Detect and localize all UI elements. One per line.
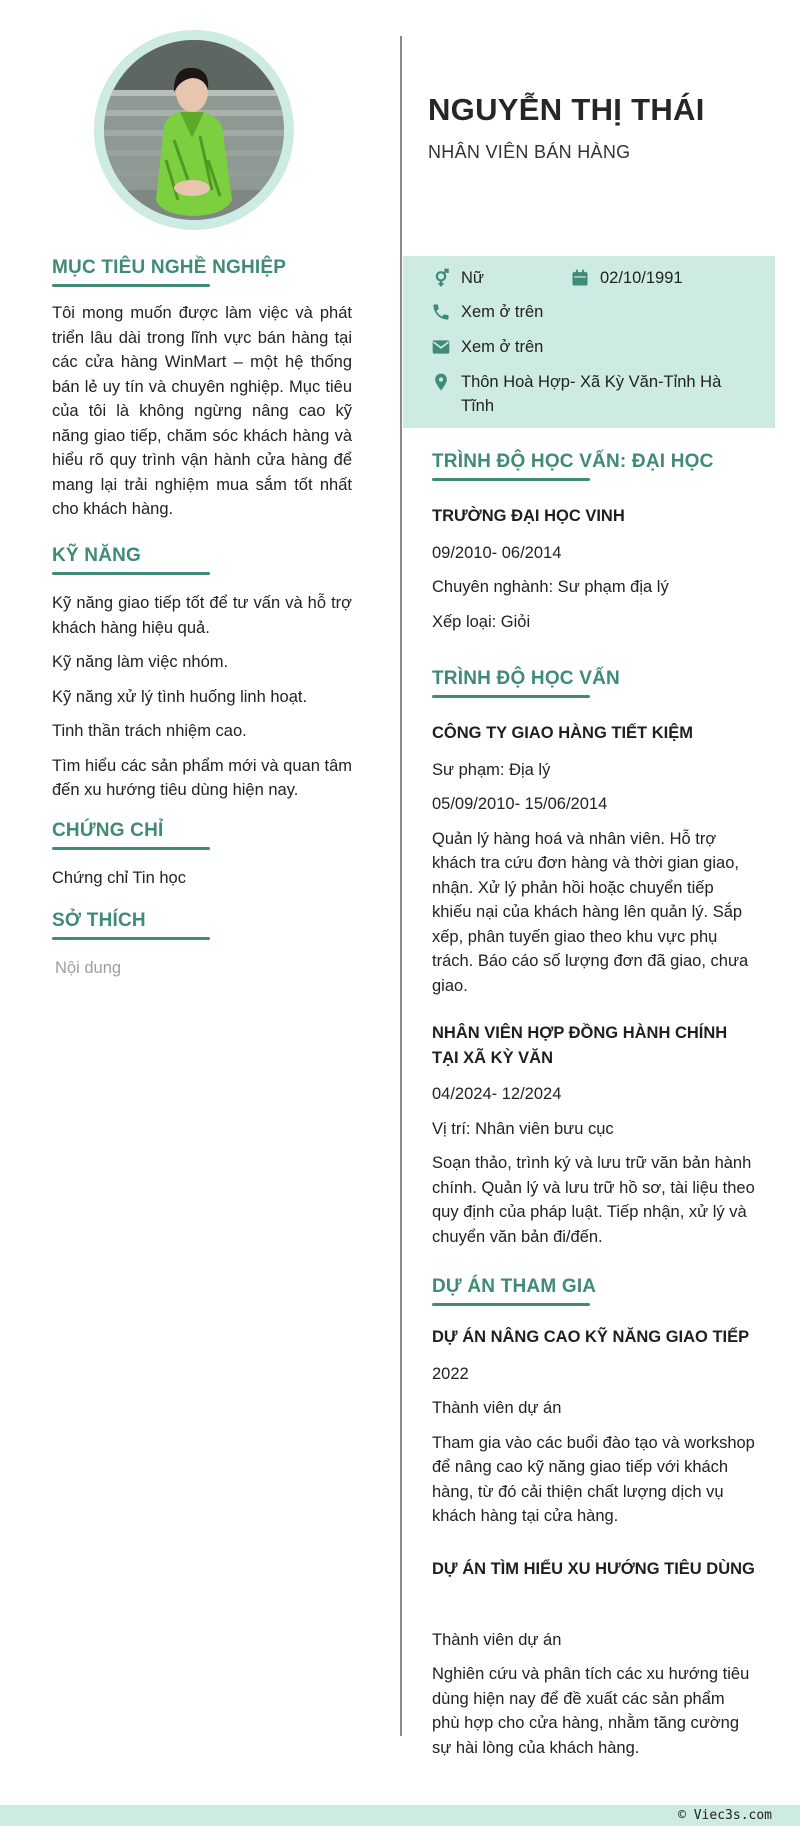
hobbies-section	[52, 910, 352, 981]
candidate-name: NGUYỄN THỊ THÁI	[428, 92, 705, 127]
hobbies-underline	[52, 937, 210, 940]
projects-section	[432, 1276, 756, 1760]
certificates-title: CHỨNG CHỈ	[52, 820, 164, 841]
phone-icon	[431, 302, 451, 322]
project-name: DỰ ÁN NÂNG CAO KỸ NĂNG GIAO TIẾP	[432, 1328, 750, 1346]
job-period: 04/2024- 12/2024	[432, 1085, 562, 1103]
job-period: 05/09/2010- 15/06/2014	[432, 795, 608, 813]
certificates-section	[52, 820, 352, 891]
job-position: Vị trí: Nhân viên bưu cục	[432, 1119, 614, 1138]
education-period: 09/2010- 06/2014	[432, 543, 562, 562]
contact-panel	[403, 256, 775, 428]
profile-photo	[104, 40, 284, 220]
experience-section	[432, 668, 756, 1249]
skills-underline	[52, 572, 210, 575]
education-title: TRÌNH ĐỘ HỌC VẤN: ĐẠI HỌC	[432, 451, 714, 472]
education-major: Chuyên nghành: Sư phạm địa lý	[432, 578, 669, 596]
objective-section	[52, 257, 352, 522]
skill-item: Tìm hiểu các sản phẩm mới và quan tâm đến xu hướng tiêu dùng hiện nay.	[52, 756, 352, 799]
education-section	[432, 451, 762, 634]
job-description: Quản lý hàng hoá và nhân viên. Hỗ trợ khách tra cứu đơn hàng và thời gian giao, nhận. Xử lý phản hồi hoặc chuyển tiếp khiếu nại của khách hàng lên quản lý. Sắp xếp, phân tuyến giao theo khu vực phụ trách. Báo cáo số lượng đơn đã giao, chưa giao.	[432, 829, 749, 995]
project-year: 2022	[432, 1364, 469, 1383]
hobbies-placeholder: Nội dung	[55, 959, 122, 977]
objective-text: Tôi mong muốn được làm việc và phát triển lâu dài trong lĩnh vực bán hàng tại các cửa hàng WinMart – một hệ thống bán lẻ uy tín và chuyên nghiệp. Mục tiêu của tôi là không ngừng nâng cao kỹ năng giao tiếp, chăm sóc khách hàng và hiểu rõ quy trình vận hành cửa hàng để mang lại trải nghiệm mua sắm tốt nhất cho khách hàng.	[52, 304, 352, 518]
contact-email: Xem ở trên	[431, 335, 543, 359]
skills-section	[52, 545, 352, 803]
education-underline	[432, 478, 590, 481]
gender-icon	[431, 268, 451, 288]
job-line: Sư phạm: Địa lý	[432, 760, 551, 779]
column-divider	[400, 36, 402, 1736]
project-name: DỰ ÁN TÌM HIỂU XU HƯỚNG TIÊU DÙNG	[432, 1559, 755, 1578]
job-description: Soạn thảo, trình ký và lưu trữ văn bản hành chính. Quản lý và lưu trữ hồ sơ, tài liệu theo quy định của pháp luật. Tiếp nhận, xử lý và chuyển văn bản đi/đến.	[432, 1154, 755, 1246]
objective-title: MỤC TIÊU NGHỀ NGHIỆP	[52, 257, 287, 278]
project-role: Thành viên dự án	[432, 1630, 562, 1649]
calendar-icon	[570, 268, 590, 288]
skill-item: Kỹ năng làm việc nhóm.	[52, 653, 229, 671]
avatar-frame	[94, 30, 294, 230]
project-description: Nghiên cứu và phân tích các xu hướng tiêu dùng hiện nay để đề xuất các sản phẩm phù hợp cho cửa hàng, nhằm tăng cường sự hài lòng của khách hàng.	[432, 1665, 750, 1757]
contact-birthdate: 02/10/1991	[570, 266, 683, 290]
skills-title: KỸ NĂNG	[52, 545, 142, 566]
school-name: TRƯỜNG ĐẠI HỌC VINH	[432, 507, 625, 525]
location-pin-icon	[431, 372, 451, 392]
experience-title: TRÌNH ĐỘ HỌC VẤN	[432, 668, 620, 689]
certificates-underline	[52, 847, 210, 850]
footer-watermark: © Viec3s.com	[678, 1808, 772, 1823]
projects-title: DỰ ÁN THAM GIA	[432, 1276, 597, 1297]
project-year	[432, 1593, 756, 1618]
skill-item: Kỹ năng xử lý tình huống linh hoạt.	[52, 687, 308, 706]
avatar	[104, 40, 284, 220]
certificate-item: Chứng chỉ Tin học	[52, 869, 186, 887]
project-role: Thành viên dự án	[432, 1399, 562, 1417]
job-company: CÔNG TY GIAO HÀNG TIẾT KIỆM	[432, 724, 693, 742]
footer-bar	[0, 1805, 800, 1826]
mail-icon	[431, 337, 451, 357]
experience-underline	[432, 695, 590, 698]
skill-item: Tinh thần trách nhiệm cao.	[52, 722, 247, 740]
contact-phone: Xem ở trên	[431, 300, 543, 324]
skill-item: Kỹ năng giao tiếp tốt để tư vấn và hỗ trợ khách hàng hiệu quả.	[52, 594, 352, 637]
projects-underline	[432, 1303, 590, 1306]
education-grade: Xếp loại: Giỏi	[432, 612, 531, 631]
candidate-role: NHÂN VIÊN BÁN HÀNG	[428, 142, 631, 162]
hobbies-title: SỞ THÍCH	[52, 910, 146, 931]
objective-underline	[52, 284, 210, 287]
contact-address: Thôn Hoà Hợp- Xã Kỳ Văn-Tỉnh Hà Tĩnh	[431, 370, 751, 418]
project-description: Tham gia vào các buổi đào tạo và workshop để nâng cao kỹ năng giao tiếp với khách hàng, từ đó cải thiện chất lượng dịch vụ khách hàng tại cửa hàng.	[432, 1433, 755, 1525]
job-company: NHÂN VIÊN HỢP ĐỒNG HÀNH CHÍNH TẠI XÃ KỲ VĂN	[432, 1024, 728, 1067]
contact-gender: Nữ	[431, 266, 484, 290]
